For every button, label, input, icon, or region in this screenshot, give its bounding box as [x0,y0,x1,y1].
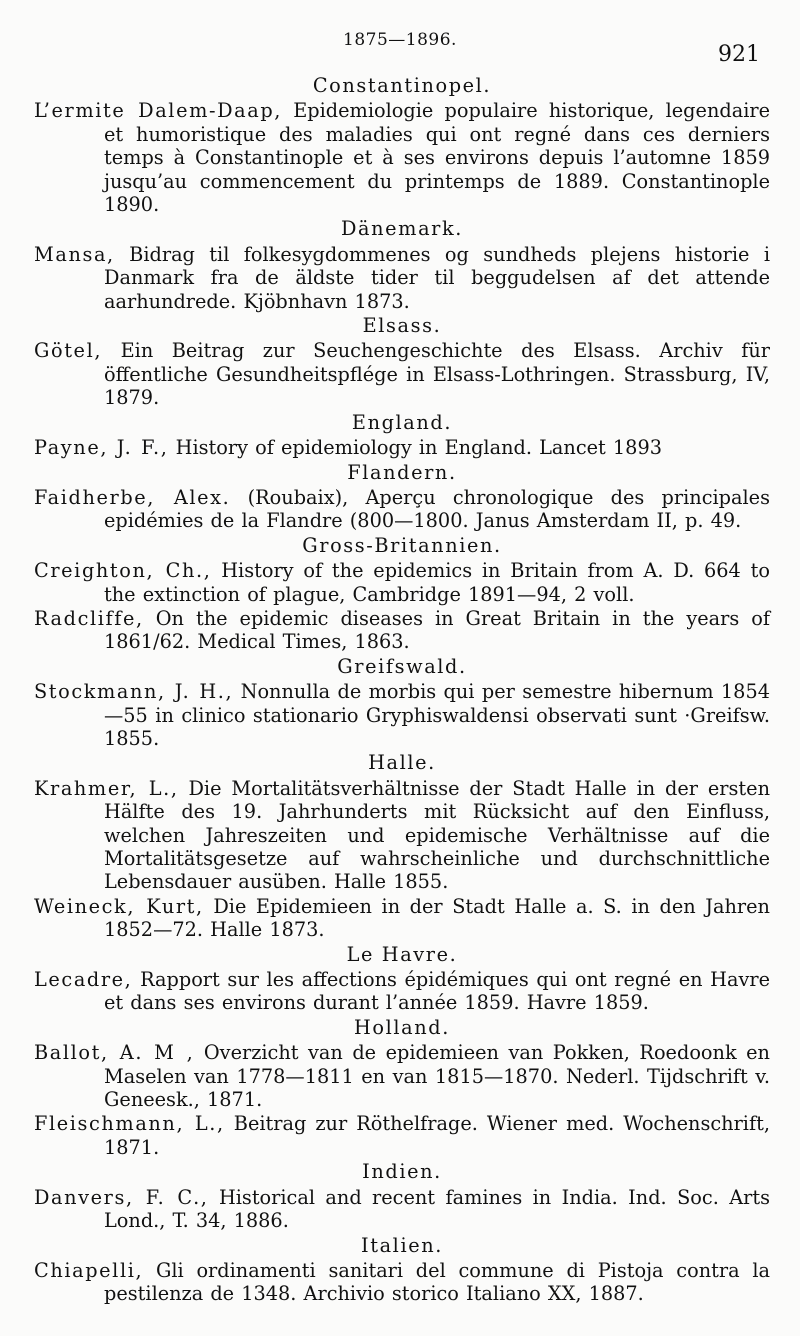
entry-text: Ein Beitrag zur Seuchengeschichte des Elsass. Archiv für öffentliche Gesundheitspflége in Elsass-Lothringen. Strassburg, IV, 1879. [104,339,770,410]
section-holland [34,1016,770,1159]
bibliography-body [34,74,770,1307]
section-heading: Greifswald. [337,654,467,678]
entry-author: Krahmer, L., [34,776,179,800]
bibliography-entry [34,436,770,459]
entry-text: Die Epidemieen in der Stadt Halle a. S. in den Jahren 1852—72. Halle 1873. [104,894,770,942]
section-heading: Italien. [361,1233,443,1257]
bibliography-entry [34,1259,770,1306]
bibliography-entry [34,968,770,1015]
bibliography-entry [34,486,770,533]
section-elsass [34,314,770,410]
section-greifswald [34,655,770,751]
entry-author: Faidherbe, Alex. [34,485,231,509]
entry-text: On the epidemic diseases in Great Britain in the years of 1861/62. Medical Times, 1863. [104,606,770,654]
bibliography-entry [34,895,770,942]
bibliography-entry [34,1186,770,1233]
section-daenemark [34,217,770,313]
entry-author: Radcliffe, [34,606,144,630]
section-heading: England. [351,410,453,434]
bibliography-entry [34,559,770,606]
entry-author: Payne, J. F., [34,436,169,460]
entry-text: Gli ordinamenti sanitari del commune di Pistoja contra la pestilenza de 1348. Archivio storico Italiano XX, 1887. [104,1258,770,1306]
section-heading: Constantinopel. [312,74,492,97]
bibliography-entry [34,339,770,409]
entry-text: Beitrag zur Röthelfrage. Wiener med. Wochenschrift, 1871. [104,1112,770,1159]
bibliography-entry [34,680,770,750]
entry-text: Rapport sur les affections épidémiques qui ont regné en Havre et dans ses environs durant l’année 1859. Havre 1859. [104,968,770,1015]
section-flandern [34,461,770,533]
section-italien [34,1234,770,1306]
entry-text: (Roubaix), Aperçu chronologique des principales epidémies de la Flandre (800—1800. Janus Amsterdam II, p. 49. [104,485,770,533]
entry-text: Epidemiologie populaire historique, legendaire et humoristique des maladies qui ont regné dans ces derniers temps à Constantinople et à ses environs depuis l’automne 1859 jusqu’au commencement du printemps de 1889. Constantinople 1890. [104,99,770,217]
entry-author: Ballot, A. M , [34,1041,195,1065]
running-title: 1875—1896. [343,30,457,50]
section-heading: Dänemark. [341,217,463,241]
entry-author: Lecadre, [34,968,133,992]
section-halle [34,751,770,941]
section-heading: Indien. [362,1160,442,1184]
entry-text: Bidrag til folkesygdommenes og sundheds plejens historie i Danmark fra de äldste tider til beggudelsen af det attende aarhundrede. Kjöbnhavn 1873. [104,242,770,313]
entry-text: Nonnulla de morbis qui per semestre hibernum 1854—55 in clinico stationario Gryphiswaldensi observati sunt ·Greifsw. 1855. [104,680,770,750]
section-heading: Le Havre. [346,942,458,966]
entry-author: Mansa, [34,242,115,266]
entry-author: Götel, [34,339,103,363]
entry-author: Fleischmann, L., [34,1112,225,1136]
entry-text: History of the epidemics in Britain from A. D. 664 to the extinction of plague, Cambridge 1891—94, 2 voll. [104,559,770,606]
page-number: 921 [718,42,760,67]
entry-author: Chiapelli, [34,1258,144,1282]
entry-text: Overzicht van de epidemieen van Pokken, Roedoonk en Maselen van 1778—1811 en van 1815—1870. Nederl. Tijdschrift v. Geneesk., 1871. [104,1041,770,1112]
entry-author: Creighton, Ch., [34,559,212,583]
entry-author: Weineck, Kurt, [34,894,204,918]
section-constantinopel [34,74,770,216]
entry-author: Stockmann, J. H., [34,680,234,704]
entry-author: Danvers, F. C., [34,1185,209,1209]
bibliography-entry [34,777,770,894]
section-heading: Elsass. [362,314,442,338]
bibliography-entry [34,607,770,654]
section-england [34,411,770,460]
section-heading: Halle. [368,751,436,775]
entry-author: L’ermite Dalem-Daap, [34,99,282,123]
entry-text: Historical and recent famines in India. Ind. Soc. Arts Lond., T. 34, 1886. [104,1185,770,1233]
bibliography-entry [34,99,770,216]
bibliography-entry [34,1041,770,1111]
section-heading: Flandern. [347,460,457,484]
entry-text: Die Mortalitätsverhältnisse der Stadt Halle in der ersten Hälfte des 19. Jahrhunderts mit Rücksicht auf den Einfluss, welchen Jahreszeiten und epidemische Verhältnisse auf die Mortalitätsgesetze auf wahrscheinliche und durchschnittliche Lebensdauer ausüben. Halle 1855. [104,776,770,894]
section-heading: Gross-Britannien. [302,533,502,557]
section-le-havre [34,943,770,1015]
entry-text: History of epidemiology in England. Lancet 1893 [175,436,662,460]
bibliography-entry [34,243,770,313]
bibliography-entry [34,1112,770,1159]
section-indien [34,1160,770,1232]
section-gross-britannien [34,534,770,654]
section-heading: Holland. [354,1015,450,1039]
